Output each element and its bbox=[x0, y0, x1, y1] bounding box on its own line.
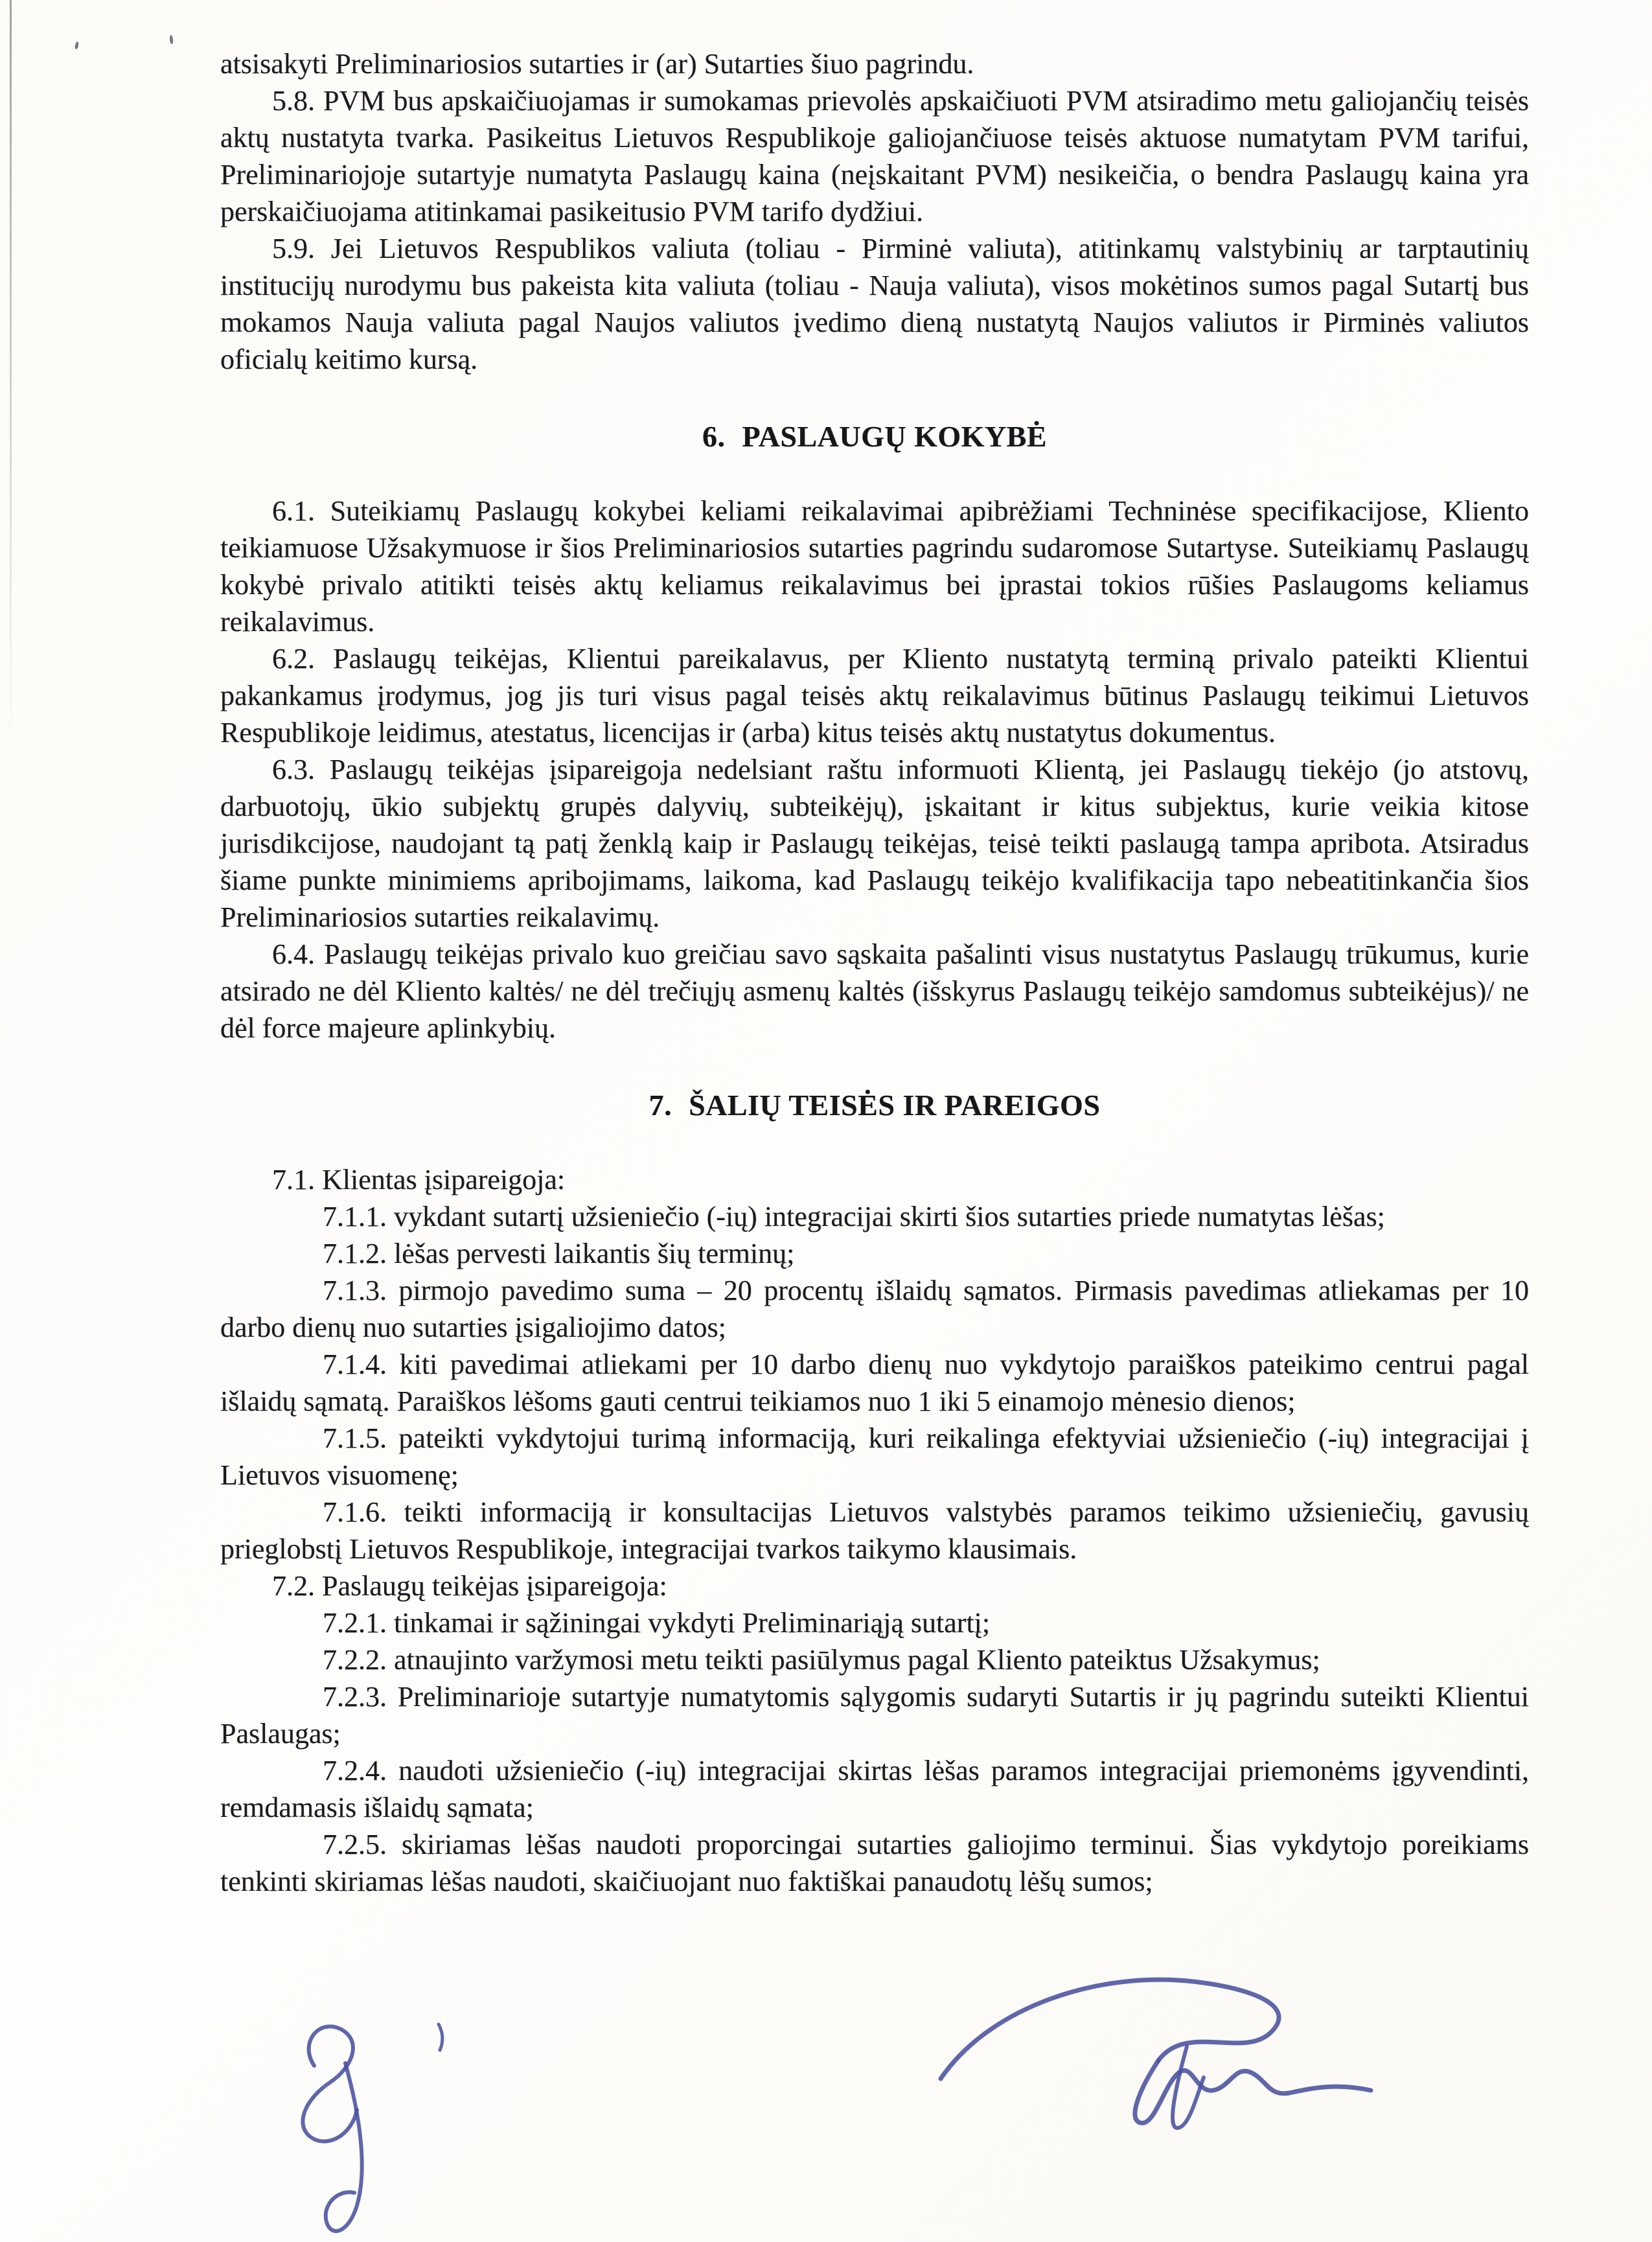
section-heading-6 bbox=[220, 418, 1529, 455]
section-number: 6. bbox=[702, 420, 726, 453]
signature-left bbox=[275, 1996, 470, 2242]
scan-speck bbox=[75, 41, 79, 50]
paragraph-7-1-4: 7.1.4. kiti pavedimai atliekami per 10 darbo dienų nuo vykdytojo paraiškos pateikimo centrui pagal išlaidų sąmatą. Paraiškos lėšoms gauti centrui teikiamos nuo 1 iki 5 einamojo mėnesio dienos; bbox=[220, 1348, 1529, 1417]
paragraph-7-2-5: 7.2.5. skiriamas lėšas naudoti proporcingai sutarties galiojimo terminui. Šias vykdytojo poreikiams tenkinti skiriamas lėšas naudoti, skaičiuojant nuo faktiškai panaudotų lėšų sumos; bbox=[220, 1829, 1529, 1897]
paragraph-6-1: 6.1. Suteikiamų Paslaugų kokybei keliami reikalavimai apibrėžiami Techninėse specifikacijose, Kliento teikiamuose Užsakymuose ir šios Preliminariosios sutarties pagrindu sudaromose Sutartyse. Suteikiamų Paslaugų kokybė privalo atitikti teisės aktų keliamus reikalavimus bei įprastai tokios rūšies Paslaugoms keliamus reikalavimus. bbox=[220, 495, 1529, 638]
paragraph-7-1-6: 7.1.6. teikti informaciją ir konsultacijas Lietuvos valstybės paramos teikimo užsieniečių, gavusių prieglobstį Lietuvos Respublikoje, integracijai tvarkos taikymo klausimais. bbox=[220, 1496, 1529, 1565]
signature-right bbox=[907, 1963, 1399, 2164]
paragraph-7-2-1: 7.2.1. tinkamai ir sąžiningai vykdyti Preliminariąją sutartį; bbox=[323, 1607, 991, 1639]
section-title: PASLAUGŲ KOKYBĖ bbox=[742, 420, 1048, 453]
paragraph-7-2: 7.2. Paslaugų teikėjas įsipareigoja: bbox=[272, 1570, 667, 1602]
section-heading-7 bbox=[220, 1087, 1529, 1124]
paragraph-5-9: 5.9. Jei Lietuvos Respublikos valiuta (toliau - Pirminė valiuta), atitinkamų valstybinių ar tarptautinių institucijų nurodymu bus pakeista kita valiuta (toliau - Nauja valiuta), visos mokėtinos sumos pagal Sutartį bus mokamos Nauja valiuta pagal Naujos valiutos įvedimo dieną nustatytą Naujos valiutos ir Pirminės valiutos oficialų keitimo kursą. bbox=[220, 233, 1529, 375]
section-number: 7. bbox=[648, 1089, 672, 1122]
paragraph-7-1-5: 7.1.5. pateikti vykdytojui turimą informaciją, kuri reikalinga efektyviai užsieniečio (-ių) integracijai į Lietuvos visuomenę; bbox=[220, 1422, 1529, 1491]
section-title: ŠALIŲ TEISĖS IR PAREIGOS bbox=[689, 1089, 1101, 1122]
scan-speck bbox=[169, 35, 173, 44]
paragraph-7-1-2: 7.1.2. lėšas pervesti laikantis šių terminų; bbox=[323, 1238, 795, 1269]
paragraph-6-2: 6.2. Paslaugų teikėjas, Klientui pareikalavus, per Kliento nustatytą terminą privalo pateikti Klientui pakankamus įrodymus, jog jis turi visus pagal teisės aktų reikalavimus būtinus Paslaugų teikimui Lietuvos Respublikoje leidimus, atestatus, licencijas ir (arba) kitus teisės aktų nustatytus dokumentus. bbox=[220, 643, 1529, 748]
paragraph-continuation: atsisakyti Preliminariosios sutarties ir (ar) Sutarties šiuo pagrindu. bbox=[220, 48, 974, 80]
paragraph-7-1-1: 7.1.1. vykdant sutartį užsieniečio (-ių) integracijai skirti šios sutarties priede numatytas lėšas; bbox=[323, 1201, 1385, 1232]
paragraph-7-1: 7.1. Klientas įsipareigoja: bbox=[272, 1164, 566, 1196]
paragraph-7-2-2: 7.2.2. atnaujinto varžymosi metu teikti pasiūlymus pagal Kliento pateiktus Užsakymus; bbox=[323, 1644, 1320, 1676]
scan-edge-line bbox=[10, 0, 12, 745]
paragraph-6-4: 6.4. Paslaugų teikėjas privalo kuo greičiau savo sąskaita pašalinti visus nustatytus Paslaugų trūkumus, kurie atsirado ne dėl Kliento kaltės/ ne dėl trečiųjų asmenų kaltės (išskyrus Paslaugų teikėjo samdomus subteikėjus)/ ne dėl force majeure aplinkybių. bbox=[220, 938, 1529, 1044]
contract-text-block bbox=[220, 45, 1529, 1900]
paragraph-6-3: 6.3. Paslaugų teikėjas įsipareigoja nedelsiant raštu informuoti Klientą, jei Paslaugų tiekėjo (jo atstovų, darbuotojų, ūkio subjektų grupės dalyvių, subteikėjų), įskaitant ir kitus subjektus, kurie veikia kitose jurisdikcijose, naudojant tą patį ženklą kaip ir Paslaugų teikėjas, teisė teikti paslaugą tampa apribota. Atsiradus šiame punkte minimiems apribojimams, laikoma, kad Paslaugų teikėjo kvalifikacija tapo nebeatitinkančia šios Preliminariosios sutarties reikalavimų. bbox=[220, 754, 1529, 933]
paragraph-5-8: 5.8. PVM bus apskaičiuojamas ir sumokamas prievolės apskaičiuoti PVM atsiradimo metu galiojančių teisės aktų nustatyta tvarka. Pasikeitus Lietuvos Respublikoje galiojančiuose teisės aktuose numatytam PVM tarifui, Preliminariojoje sutartyje numatyta Paslaugų kaina (neįskaitant PVM) nesikeičia, o bendra Paslaugų kaina yra perskaičiuojama atitinkamai pasikeitusio PVM tarifo dydžiui. bbox=[220, 85, 1529, 227]
paragraph-7-2-4: 7.2.4. naudoti užsieniečio (-ių) integracijai skirtas lėšas paramos integracijai priemonėms įgyvendinti, remdamasis išlaidų sąmata; bbox=[220, 1755, 1529, 1823]
paragraph-7-2-3: 7.2.3. Preliminarioje sutartyje numatytomis sąlygomis sudaryti Sutartis ir jų pagrindu suteikti Klientui Paslaugas; bbox=[220, 1681, 1529, 1750]
paragraph-7-1-3: 7.1.3. pirmojo pavedimo suma – 20 procentų išlaidų sąmatos. Pirmasis pavedimas atliekamas per 10 darbo dienų nuo sutarties įsigaliojimo datos; bbox=[220, 1275, 1529, 1343]
